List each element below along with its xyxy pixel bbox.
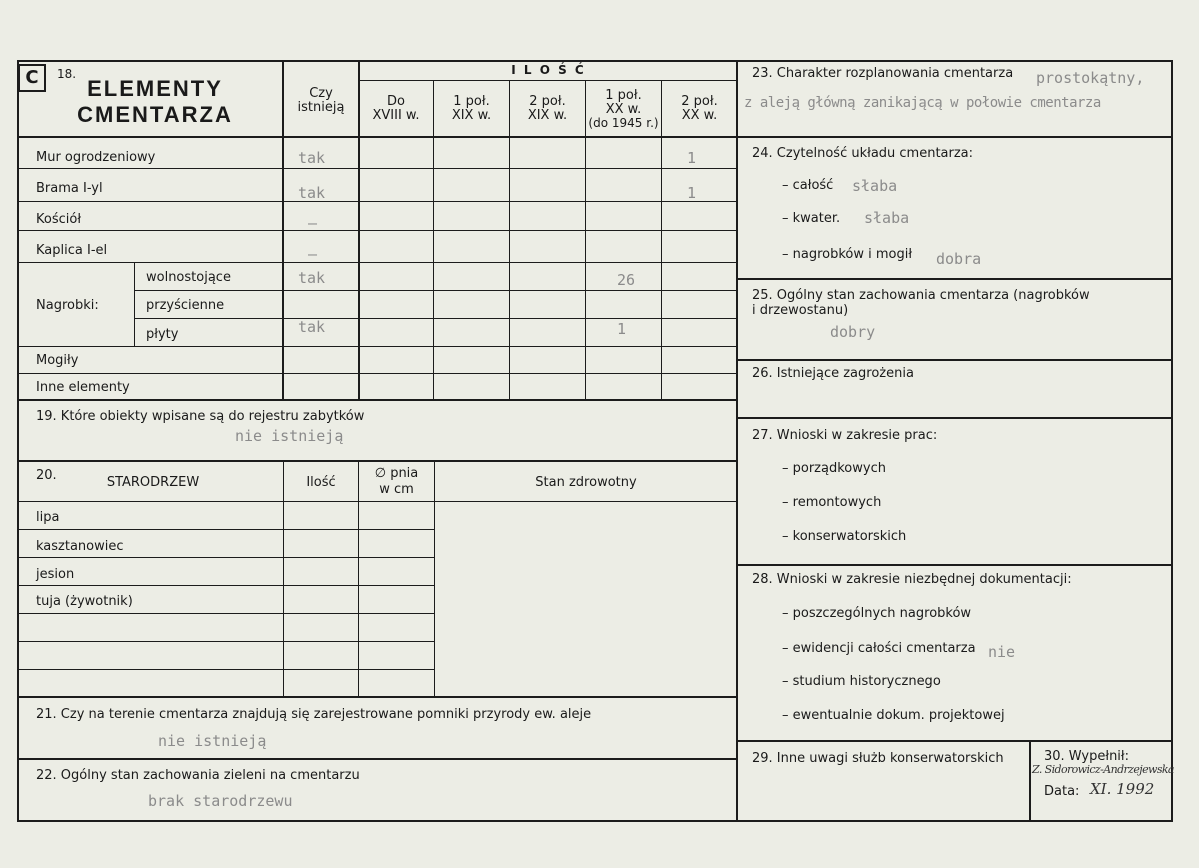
mur-count-value: 1 bbox=[687, 149, 697, 167]
row-label-kaplica: Kaplica I-el bbox=[36, 243, 108, 258]
s27-item-konserwatorskich: – konserwatorskich bbox=[782, 529, 907, 544]
s22-label: 22. Ogólny stan zachowania zieleni na cmentarzu bbox=[36, 768, 360, 783]
s28-item-projektowej: – ewentualnie dokum. projektowej bbox=[782, 708, 1005, 723]
wolno-czy-value: tak bbox=[298, 269, 326, 287]
s26-bottom bbox=[736, 417, 1173, 419]
s28-bottom bbox=[736, 740, 1173, 742]
s27-bottom bbox=[736, 564, 1173, 566]
s18-row-line bbox=[17, 346, 737, 347]
s18-title-line2: CMENTARZA bbox=[77, 102, 233, 127]
brama-czy-value: tak bbox=[298, 184, 326, 202]
s20-number: 20. bbox=[36, 468, 57, 483]
border-bottom-right bbox=[736, 820, 1173, 822]
s24-calosc-value: słaba bbox=[852, 177, 898, 195]
s19-answer: nie istnieją bbox=[235, 427, 344, 445]
kosciol-czy-value: – bbox=[308, 214, 318, 232]
s29-label: 29. Inne uwagi służb konserwatorskich bbox=[752, 751, 1004, 766]
s18-row-line bbox=[17, 201, 737, 202]
mur-czy-value: tak bbox=[298, 149, 326, 167]
s24-label: 24. Czytelność układu cmentarza: bbox=[752, 146, 974, 161]
s18-row-line bbox=[135, 318, 737, 319]
s20-row-line bbox=[17, 669, 435, 670]
s27-label: 27. Wnioski w zakresie prac: bbox=[752, 428, 938, 443]
plyty-czy-value: tak bbox=[298, 318, 326, 336]
s23-label: 23. Charakter rozplanowania cmentarza bbox=[752, 66, 1014, 81]
tree-row-lipa: lipa bbox=[36, 510, 60, 525]
s28-item-nagrobkow: – poszczególnych nagrobków bbox=[782, 606, 972, 621]
s19-label: 19. Które obiekty wpisane są do rejestru zabytków bbox=[36, 409, 365, 424]
s18-header-bottom bbox=[17, 136, 737, 138]
s21-top bbox=[17, 696, 737, 698]
period-col-2-l2: XIX w. bbox=[451, 108, 492, 123]
s29-s30-divider bbox=[1029, 740, 1031, 822]
border-right bbox=[1171, 60, 1173, 822]
s20-col-1 bbox=[283, 461, 284, 697]
row-label-kosciol: Kościół bbox=[36, 212, 82, 227]
period-col-4-l3: (do 1945 r.) bbox=[588, 116, 659, 130]
s28-item-studium: – studium historycznego bbox=[782, 674, 941, 689]
period-col-2-l1: 1 poł. bbox=[453, 94, 490, 109]
border-mid bbox=[736, 60, 738, 822]
period-col-4-l1: 1 poł. bbox=[605, 88, 642, 103]
nagrobki-divider bbox=[134, 262, 135, 346]
row-label-brama: Brama I-yl bbox=[36, 181, 103, 196]
col-czy-header-l1: Czy bbox=[309, 86, 333, 101]
s25-label-line1: 25. Ogólny stan zachowania cmentarza (nagrobków bbox=[752, 288, 1090, 303]
s28-item-ewidencji: – ewidencji całości cmentarza bbox=[782, 641, 976, 656]
row-label-nagrobki: Nagrobki: bbox=[36, 298, 99, 313]
s24-bottom bbox=[736, 278, 1173, 280]
s18-row-line bbox=[17, 168, 737, 169]
s26-label: 26. Istniejące zagrożenia bbox=[752, 366, 914, 381]
s30-label: 30. Wypełnił: bbox=[1044, 749, 1129, 764]
s25-answer: dobry bbox=[830, 323, 876, 341]
plyty-count-value: 1 bbox=[617, 320, 627, 338]
s18-col-divider-4 bbox=[509, 80, 510, 400]
border-top-right bbox=[736, 60, 1173, 62]
s20-row-line bbox=[17, 557, 435, 558]
period-col-5-l2: XX w. bbox=[681, 108, 718, 123]
s21-answer: nie istnieją bbox=[158, 732, 267, 750]
s19-top bbox=[17, 399, 737, 401]
s30-signature: Z. Sidorowicz-Andrzejewska bbox=[1032, 763, 1174, 776]
border-top-left bbox=[17, 60, 737, 62]
border-bottom-left bbox=[17, 820, 737, 822]
s27-item-porzadkowych: – porządkowych bbox=[782, 461, 886, 476]
row-label-plyty: płyty bbox=[146, 327, 179, 342]
s18-title-line1: ELEMENTY bbox=[87, 76, 223, 101]
s24-calosc: – całość bbox=[782, 178, 834, 193]
s18-ilosc-line bbox=[358, 80, 737, 81]
period-col-3-l2: XIX w. bbox=[527, 108, 568, 123]
ilosc-header: I L O Ś Ć bbox=[511, 63, 586, 77]
s18-row-line bbox=[17, 262, 737, 263]
s18-row-line bbox=[17, 230, 737, 231]
section-code-box: C bbox=[18, 64, 46, 92]
tree-row-tuja: tuja (żywotnik) bbox=[36, 594, 133, 609]
period-col-4-l2: XX w. bbox=[605, 102, 642, 117]
s20-col-pnia-l1: ∅ pnia bbox=[374, 466, 419, 481]
col-czy-header-l2: istnieją bbox=[297, 100, 345, 115]
s20-col-stan: Stan zdrowotny bbox=[535, 475, 637, 490]
wolno-count-value: 26 bbox=[617, 271, 636, 289]
s28-label: 28. Wnioski w zakresie niezbędnej dokumentacji: bbox=[752, 572, 1072, 587]
s20-row-line bbox=[17, 529, 435, 530]
s23-answer-line1: prostokątny, bbox=[1036, 69, 1145, 87]
period-col-1-l1: Do bbox=[387, 94, 405, 109]
s24-kwater: – kwater. bbox=[782, 211, 841, 226]
s24-nagrobkow: – nagrobków i mogił bbox=[782, 247, 913, 262]
s20-row-line bbox=[17, 613, 435, 614]
s23-answer-line2: z aleją główną zanikającą w połowie cmentarza bbox=[744, 95, 1101, 111]
s30-date-value: XI. 1992 bbox=[1090, 780, 1155, 798]
s20-title: STARODRZEW bbox=[106, 475, 200, 490]
tree-row-kasztanowiec: kasztanowiec bbox=[36, 539, 124, 554]
s27-item-remontowych: – remontowych bbox=[782, 495, 882, 510]
s21-label: 21. Czy na terenie cmentarza znajdują się zarejestrowane pomniki przyrody ew. aleje bbox=[36, 707, 592, 722]
s22-top bbox=[17, 758, 737, 760]
s18-col-divider-6 bbox=[661, 80, 662, 400]
period-col-3-l1: 2 poł. bbox=[529, 94, 566, 109]
s24-nagrobkow-value: dobra bbox=[936, 250, 982, 268]
tree-row-jesion: jesion bbox=[36, 567, 75, 582]
s28-ewidencji-value: nie bbox=[988, 643, 1016, 661]
s20-row-line bbox=[17, 641, 435, 642]
s20-col-3 bbox=[434, 461, 435, 697]
s18-number: 18. bbox=[57, 67, 77, 81]
brama-count-value: 1 bbox=[687, 184, 697, 202]
row-label-inne: Inne elementy bbox=[36, 380, 130, 395]
s20-col-pnia-l2: w cm bbox=[379, 482, 414, 497]
s20-col-ilosc: Ilość bbox=[306, 475, 336, 490]
s19-bottom bbox=[17, 460, 737, 462]
s25-bottom bbox=[736, 359, 1173, 361]
period-col-5-l1: 2 poł. bbox=[681, 94, 718, 109]
period-col-1-l2: XVIII w. bbox=[372, 108, 420, 123]
s24-kwater-value: słaba bbox=[864, 209, 910, 227]
s18-col-divider-3 bbox=[433, 80, 434, 400]
s20-row-line bbox=[17, 585, 435, 586]
row-label-wolnostojace: wolnostojące bbox=[146, 270, 231, 285]
row-label-przyscienne: przyścienne bbox=[146, 298, 225, 313]
s18-row-line bbox=[17, 373, 737, 374]
s18-row-line bbox=[135, 290, 737, 291]
border-left bbox=[17, 60, 19, 822]
s23-bottom bbox=[736, 136, 1173, 138]
s25-label-line2: i drzewostanu) bbox=[752, 303, 849, 318]
kaplica-czy-value: – bbox=[308, 245, 318, 263]
row-label-mur: Mur ogrodzeniowy bbox=[36, 150, 156, 165]
s20-header-bottom bbox=[17, 501, 737, 502]
s30-date-label: Data: bbox=[1044, 784, 1080, 799]
s22-answer: brak starodrzewu bbox=[148, 792, 293, 810]
row-label-mogily: Mogiły bbox=[36, 353, 79, 368]
